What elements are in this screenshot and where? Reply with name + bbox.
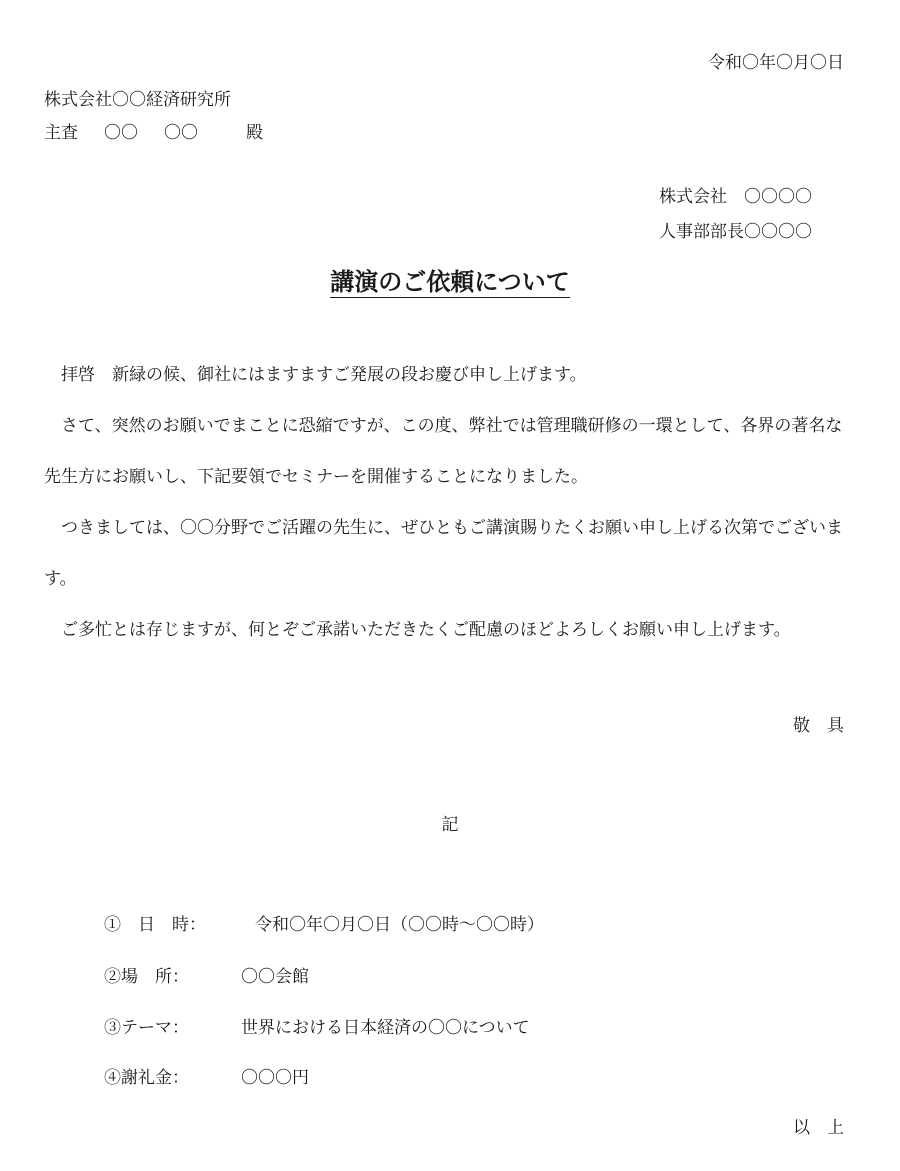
- detail-value: 世界における日本経済の〇〇について: [241, 1018, 530, 1038]
- document-title: [0, 262, 900, 297]
- detail-item-datetime: [104, 910, 544, 935]
- document-title-text: 講演のご依頼について: [330, 267, 570, 296]
- recipient-name-1: 〇〇: [104, 123, 138, 143]
- paragraph-greeting: 拝啓 新緑の候、御社にはますますご発展の段お慶び申し上げます。: [61, 365, 587, 385]
- detail-item-fee: [104, 1063, 309, 1088]
- document-date: 令和〇年〇月〇日: [708, 53, 844, 73]
- ki-heading: 記: [441, 815, 459, 835]
- detail-value: 令和〇年〇月〇日（〇〇時～〇〇時）: [255, 915, 544, 935]
- paragraph-purpose: さて、突然のお願いでまことに恐縮ですが、この度、弊社では管理職研修の一環として、各界の著名な先生方にお願いし、下記要領でセミナーを開催することになりました。: [44, 416, 843, 487]
- recipient-title: 主査: [44, 123, 78, 143]
- closing-salutation: 敬 具: [793, 716, 844, 736]
- recipient-name-2: 〇〇: [164, 123, 198, 143]
- recipient-honorific: 殿: [246, 123, 263, 143]
- detail-label: ③テーマ：: [104, 1018, 189, 1038]
- recipient-person: [44, 118, 263, 143]
- detail-label: ① 日 時：: [104, 915, 206, 935]
- detail-label: ④謝礼金：: [104, 1068, 189, 1088]
- detail-item-place: [104, 962, 309, 987]
- sender-company: 株式会社 〇〇〇〇: [659, 187, 812, 207]
- detail-item-theme: [104, 1013, 530, 1038]
- recipient-company: 株式会社〇〇経済研究所: [44, 90, 231, 110]
- letter-body: [44, 350, 856, 656]
- paragraph-request: つきましては、〇〇分野でご活躍の先生に、ぜひともご講演賜りたくお願い申し上げる次第でございます。: [44, 518, 843, 589]
- detail-value: 〇〇〇円: [241, 1068, 309, 1088]
- detail-value: 〇〇会館: [241, 967, 309, 987]
- paragraph-closing-request: ご多忙とは存じますが、何とぞご承諾いただきたくご配慮のほどよろしくお願い申し上げます。: [61, 620, 791, 640]
- end-mark: 以 上: [793, 1118, 844, 1138]
- detail-label: ②場 所：: [104, 967, 189, 987]
- sender-person: 人事部部長〇〇〇〇: [659, 222, 812, 242]
